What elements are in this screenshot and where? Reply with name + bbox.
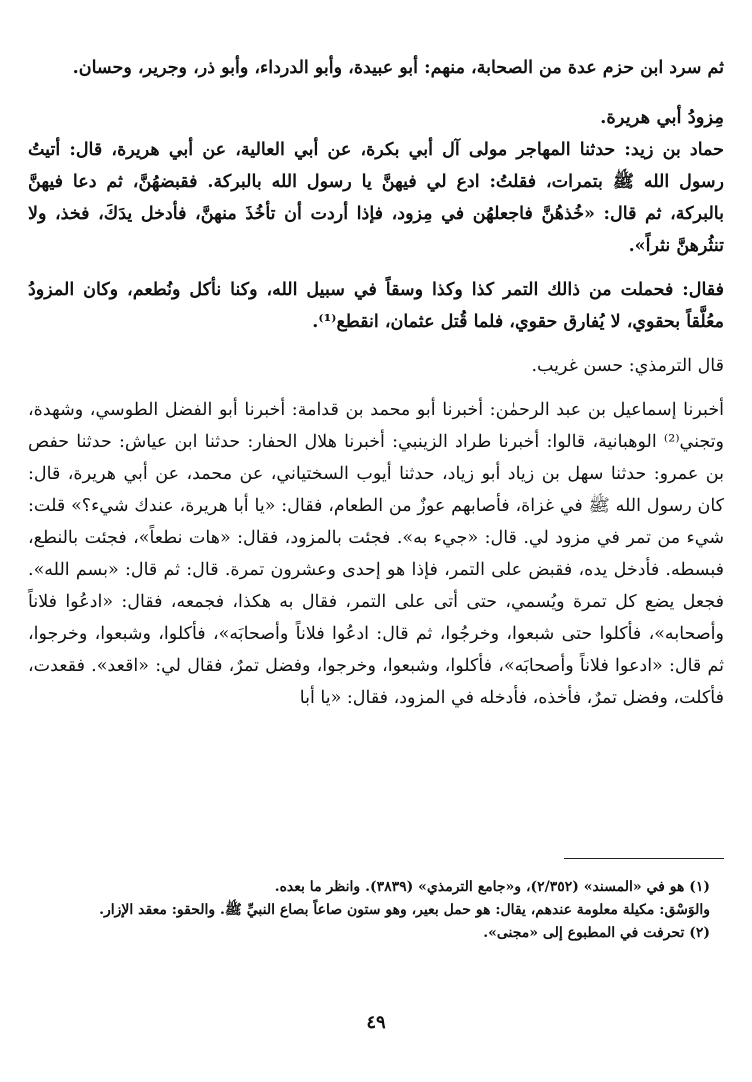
paragraph-ibn-hazm: ثم سرد ابن حزم عدة من الصحابة، منهم: أبو عبيدة، وأبو الدرداء، وأبو ذر، وجرير، وحسان. [72,58,724,78]
footnotes [40,876,710,945]
footnote-2: (٢) تحرفت في المطبوع إلى «مجنى». [483,925,710,941]
section-heading: مِزودُ أبي هريرة. [600,107,724,128]
paragraph-hadith-mizwad: حماد بن زيد: حدثنا المهاجر مولى آل أبي بكرة، عن أبي العالية، عن أبي هريرة، قال: أتيتُ رسول الله ﷺ بتمرات، فقلتُ: ادع لي فيهنَّ يا رسول الله بالبركة. فقبضهُنَّ، ثم دعا فيهنَّ بالبركة، ثم قال: «خُذهُنَّ فاجعلهُن في مِزود، فإذا أردت أن تأخُذَ منهنَّ، فأدخل يدَكَ، فخذ، ولا تنثُرهنَّ نثراً». [28,140,724,256]
paragraph-isnad-ghazah: أخبرنا إسماعيل بن عبد الرحمٰن: أخبرنا أبو محمد بن قدامة: أخبرنا أبو الفضل الطوسي، وشهدة، وتجني⁽²⁾ الوهبانية، قالوا: أخبرنا طراد الزينبي: أخبرنا هلال الحفار: حدثنا ابن عياش: حدثنا حفص بن عمرو: حدثنا سهل بن زياد أبو زياد، حدثنا أيوب السختياني، عن محمد، عن أبي هريرة، قال: كان رسول الله ﷺ في غزاة، فأصابهم عوزٌ من الطعام، فقال: «يا أبا هريرة، عندك شيء؟» قلت: شيء من تمر في مزود لي. قال: «جيء به». فجئت بالمزود، فقال: «هات نطعاً»، فجئت بالنطع، فبسطه. فأدخل يده، فقبض على التمر، فإذا هو إحدى وعشرون تمرة. قال: ثم قال: «بسم الله». فجعل يضع كل تمرة ويُسمي، حتى أتى على التمر، فقال به هكذا، فجمعه، فقال: «ادعُوا فلاناً وأصحابه»، فأكلوا حتى شبعوا، وخرجُوا، ثم قال: ادعُوا فلاناً وأصحابَه»، فأكلوا، وشبعوا، وخرجوا، ثم قال: «ادعوا فلاناً وأصحابَه»، فأكلوا، وشبعوا، وخرجوا، وفضل تمرٌ، فقال لي: «اقعد». فقعدت، فأكلت، وفضل تمرٌ، فأخذه، فأدخله في المزود، فقال: «يا أبا [28,400,724,708]
main-text [28,52,724,714]
paragraph-tirmidhi: قال الترمذي: حسن غريب. [531,356,724,376]
footnote-1: (١) هو في «المسند» (٢/٣٥٢)، و«جامع الترمذي» (٣٨٣٩). وانظر ما بعده. [274,879,710,895]
paragraph-carrying-dates: فقال: فحملت من ذالك التمر كذا وكذا وسقاً في سبيل الله، وكنا نأكل ونُطعم، وكان المزودُ معُلَّقاً بحقوي، لا يُفارق حقوي، فلما قُتل عثمان، انقطع⁽¹⁾. [28,280,724,332]
page-number: ٤٩ [366,1012,386,1033]
footnote-divider [564,858,724,859]
footnote-1-note: والوَسْق: مكيلة معلومة عندهم، يقال: هو حمل بعير، وهو ستون صاعاً بصاع النبيِّ ﷺ. والحقو: معقد الإزار. [99,902,710,918]
